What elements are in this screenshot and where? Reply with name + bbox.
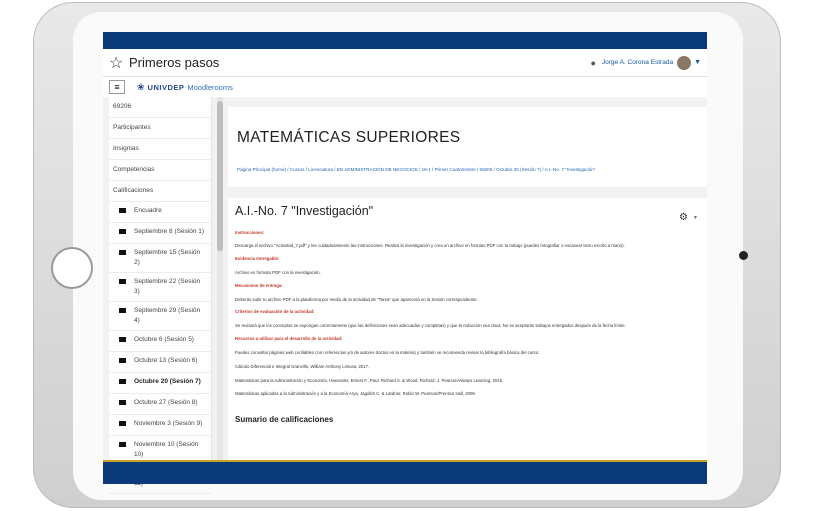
evidencia-label: Evidencia entregable: — [235, 256, 280, 261]
recursos-label: Recursos a utilizar para el desarrollo de la actividad: — [235, 336, 343, 341]
scrollbar-thumb[interactable] — [217, 101, 223, 251]
folder-icon — [119, 337, 126, 342]
bibliography-item: Matemáticas aplicadas a la Administración y a la Economía Arya, Jagdish C. & Lardner, Robin W. Pearson/Prentice Hall, 2009. — [235, 391, 476, 396]
folder-icon — [119, 358, 126, 363]
screen — [103, 32, 707, 484]
sidebar-section-label: Octubre 20 (Sesión 7) — [134, 378, 201, 385]
footer-band — [103, 460, 707, 484]
bibliography-item: Matemáticas para la Administración y Economía, Haeussler, Ernest F., Paul, Richard S. & Wood, Richard. J. Pearson/Always Learning, 2015. — [235, 378, 504, 383]
chevron-down-icon[interactable]: ▼ — [694, 59, 701, 66]
sidebar-scrollbar[interactable] — [217, 97, 223, 462]
folder-icon — [119, 442, 126, 447]
instrucciones-text: Descarga el archivo "Actividad_7.pdf" y lee cuidadosamente las instrucciones. Realiza la investigación y crea un archivo en formato PDF con tu trabajo (puedes fotografiar o escanear texto escrito a mano). — [235, 243, 625, 248]
course-header-card — [228, 107, 707, 187]
sidebar — [109, 97, 212, 462]
navbar — [103, 77, 707, 98]
sidebar-item-calificaciones[interactable]: Calificaciones — [109, 181, 211, 202]
sidebar-section-label: Octubre 13 (Sesión 6) — [134, 357, 198, 364]
folder-icon — [119, 421, 126, 426]
tablet-home-button[interactable] — [51, 247, 93, 289]
logo-icon: ❀ — [137, 81, 145, 92]
summary-heading: Sumario de calificaciones — [235, 415, 334, 424]
logo-subtext[interactable]: Moodlerooms — [187, 82, 233, 92]
sidebar-section-label: Septiembre 15 (Sesión 2) — [134, 249, 201, 266]
mecanismo-text: Deberás subir tu archivo PDF a la plataforma por medio de la actividad de "Tarea" que aparecerá en la Sesión correspondiente. — [235, 297, 478, 302]
chevron-down-icon[interactable]: ▼ — [693, 215, 698, 221]
sidebar-section[interactable] — [109, 331, 211, 352]
sidebar-item-competencias[interactable]: Competencias — [109, 160, 211, 181]
evidencia-text: Archivo en formato PDF con la investigación. — [235, 270, 321, 275]
sidebar-section[interactable] — [109, 394, 211, 415]
folder-icon — [119, 379, 126, 384]
sidebar-section[interactable] — [109, 244, 211, 273]
sidebar-section-label: Septiembre 8 (Sesión 1) — [134, 228, 205, 235]
sidebar-section-label: Noviembre 3 (Sesión 9) — [134, 420, 203, 427]
sidebar-section[interactable] — [109, 202, 211, 223]
logo-text[interactable]: UNIVDEP — [147, 82, 185, 92]
sidebar-section-label: Octubre 27 (Sesión 8) — [134, 399, 198, 406]
folder-icon — [119, 250, 126, 255]
sidebar-section-label: Septiembre 29 (Sesión 4) — [134, 307, 201, 324]
activity-card — [228, 198, 707, 468]
sidebar-section[interactable] — [109, 415, 211, 436]
avatar[interactable] — [677, 56, 691, 70]
sidebar-section-active[interactable] — [109, 373, 211, 394]
folder-icon — [119, 279, 126, 284]
sidebar-section-label: Octubre 6 (Sesión 5) — [134, 336, 194, 343]
sidebar-item-participantes[interactable]: Participantes — [109, 118, 211, 139]
folder-icon — [119, 308, 126, 313]
sidebar-item-course-id[interactable]: 69206 — [109, 97, 211, 118]
page-title: Primeros pasos — [129, 55, 220, 70]
star-icon[interactable]: ☆ — [109, 54, 124, 72]
sidebar-section[interactable] — [109, 273, 211, 302]
folder-icon — [119, 208, 126, 213]
activity-title: A.I.-No. 7 "Investigación" — [235, 204, 374, 218]
bibliography-item: Cálculo Diferencial e Integral Granville, William Anthony Limusa, 2017. — [235, 364, 370, 369]
course-title: MATEMÁTICAS SUPERIORES — [237, 129, 461, 146]
breadcrumb[interactable]: Página Principal (home) / Cursos / Licenciatura / EN ADMINISTRACIÓN DE NEGOCIOS / 19-1 / Primer Cuatrimestre / 69206 / Octubre 20 (Sesión 7) / A.I.-No. 7 "Investigación" — [237, 167, 596, 172]
tablet-camera — [739, 251, 748, 260]
mecanismo-label: Mecanismo de entrega: — [235, 283, 283, 288]
page-header — [103, 49, 707, 77]
criterios-label: Criterios de evaluación de la actividad: — [235, 309, 315, 314]
user-name[interactable]: Jorge A. Corona Estrada — [601, 59, 674, 66]
instrucciones-label: Instrucciones: — [235, 230, 265, 235]
content-area — [228, 97, 707, 462]
sidebar-section[interactable] — [109, 352, 211, 373]
sidebar-section-label: Noviembre 10 (Sesión 10) — [134, 441, 199, 458]
top-band — [103, 32, 707, 49]
recursos-text: Puedes consultar páginas web confiables (con referencias y/o de autores doctos en la materia) y también se recomienda revisar la bibliografía básica del curso: — [235, 350, 540, 355]
sidebar-section-label: Septiembre 22 (Sesión 3) — [134, 278, 201, 295]
folder-icon — [119, 400, 126, 405]
main-area — [103, 97, 707, 462]
sidebar-section-label: Encuadre — [134, 207, 162, 214]
folder-icon — [119, 229, 126, 234]
message-icon[interactable]: ● — [590, 57, 596, 68]
menu-icon[interactable]: ≡ — [109, 80, 125, 94]
gear-icon[interactable]: ⚙ — [679, 212, 688, 223]
sidebar-section[interactable] — [109, 302, 211, 331]
sidebar-item-insignias[interactable]: Insignias — [109, 139, 211, 160]
criterios-text: Se revisará que los conceptos se expongan correctamente (que las definiciones sean adecuadas y completas) y que la redacción sea clara. No se aceptarán trabajos entregados después de la fecha límite. — [235, 323, 626, 328]
sidebar-section[interactable] — [109, 223, 211, 244]
